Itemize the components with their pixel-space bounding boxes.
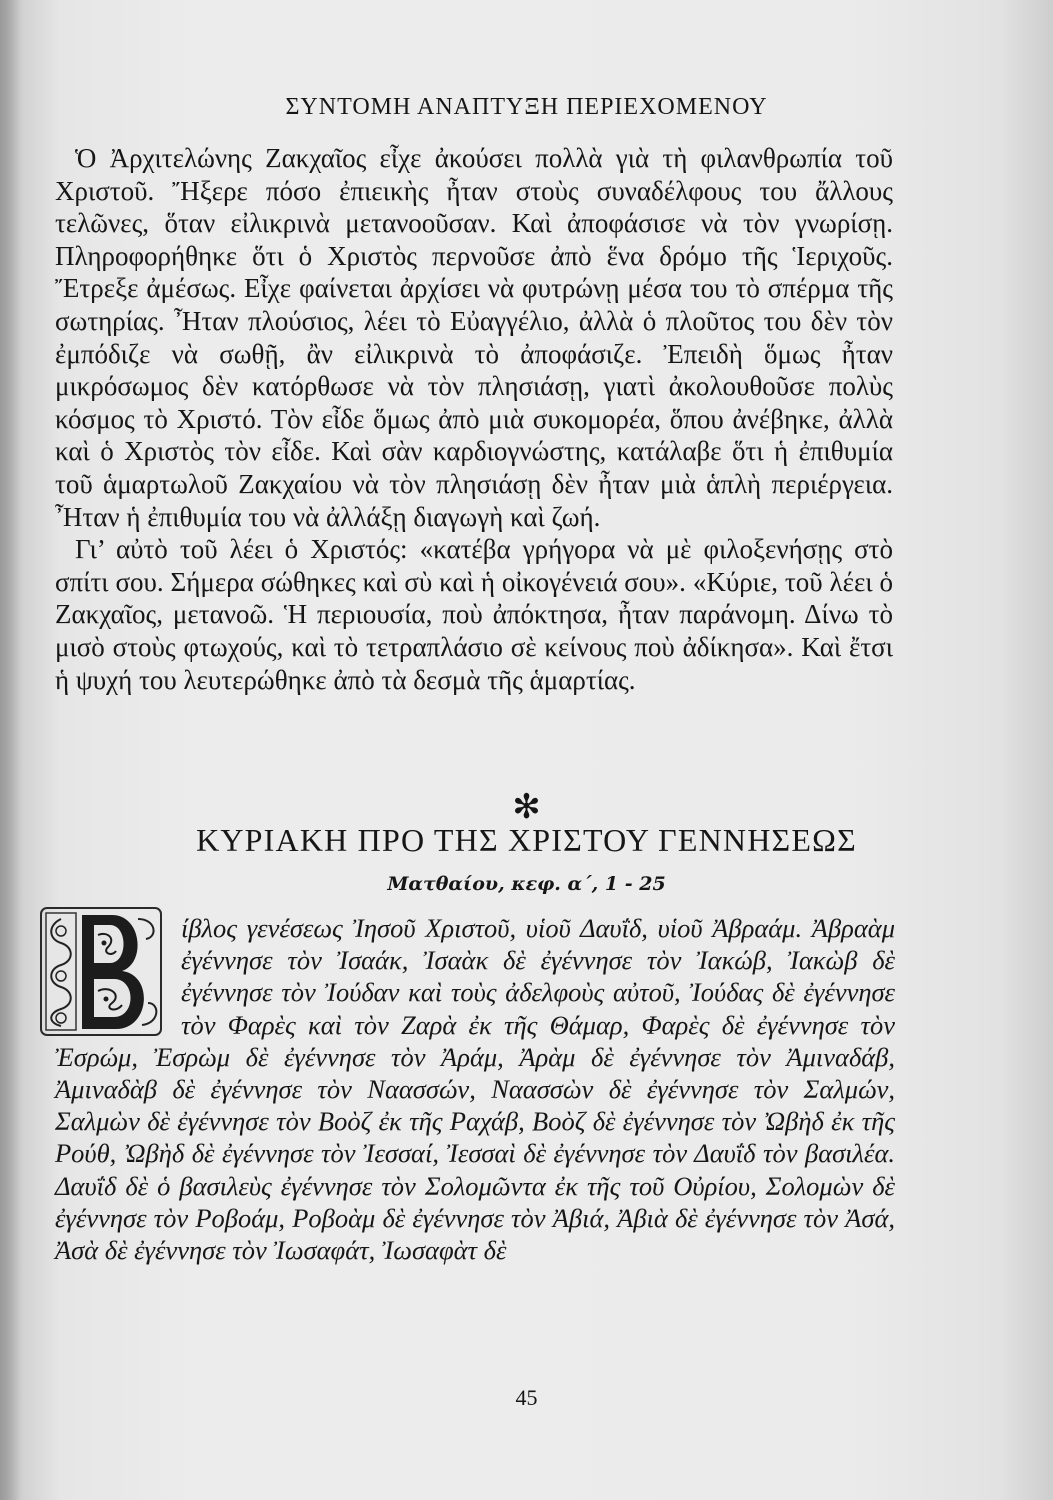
summary-heading: ΣΥΝΤΟΜΗ ΑΝΑΠΤΥΞΗ ΠΕΡΙΕΧΟΜΕΝΟΥ: [285, 94, 768, 120]
page-number: 45: [515, 1385, 538, 1410]
asterism-separator: ✻: [512, 787, 541, 827]
gospel-reference: Ματθαίου, κεφ. α΄, 1 - 25: [387, 873, 666, 895]
summary-text: [55, 142, 893, 696]
gospel-text: ίβλος γενέσεως Ἰησοῦ Χριστοῦ, υἱοῦ Δαυΐδ, υἱοῦ Ἀβραάμ. Ἀβραὰμ ἐγέννησε τὸν Ἰσαάκ, Ἰσαὰκ δὲ ἐγέννησε τὸν Ἰακώβ, Ἰακὼβ δὲ ἐγέννησε τὸν Ἰούδαν καὶ τοὺς ἀδελφοὺς αὐτοῦ, Ἰούδας δὲ ἐγέννησε τὸν Φαρὲς καὶ τὸν Ζαρὰ ἐκ τῆς Θάμαρ, Φαρὲς δὲ ἐγέννησε τὸν Ἐσρώμ, Ἐσρὼμ δὲ ἐγέννησε τὸν Ἀράμ, Ἀρὰμ δὲ ἐγέννησε τὸν Ἀμιναδάβ, Ἀμιναδὰβ δὲ ἐγέννησε τὸν Ναασσών, Ναασσὼν δὲ ἐγέννησε τὸν Σαλμών, Σαλμὼν δὲ ἐγέννησε τὸν Βοὸζ ἐκ τῆς Ραχάβ, Βοὸζ δὲ ἐγέννησε τὸν Ὠβὴδ ἐκ τῆς Ρούθ, Ὠβὴδ δὲ ἐγέννησε τὸν Ἰεσσαί, Ἰεσσαὶ δὲ ἐγέννησε τὸν Δαυΐδ τὸν βασιλέα. Δαυΐδ δὲ ὁ βασιλεὺς ἐγέννησε τὸν Σολομῶντα ἐκ τῆς τοῦ Οὐρίου, Σολομὼν δὲ ἐγέννησε τὸν Ροβοάμ, Ροβοὰμ δὲ ἐγέννησε τὸν Ἀβιά, Ἀβιὰ δὲ ἐγέννησε τὸν Ἀσά, Ἀσὰ δὲ ἐγέννησε τὸν Ἰωσαφάτ, Ἰωσαφὰτ δὲ: [55, 913, 895, 1266]
sunday-title: ΚΥΡΙΑΚΗ ΠΡΟ ΤΗΣ ΧΡΙΣΤΟΥ ΓΕΝΝΗΣΕΩΣ: [196, 822, 857, 858]
summary-paragraph-1: Ὁ Ἀρχιτελώνης Ζακχαῖος εἶχε ἀκούσει πολλὰ γιὰ τὴ φιλανθρωπία τοῦ Χριστοῦ. Ἤξερε πόσο ἐπιεικὴς ἦταν στοὺς συναδέλφους του ἄλλους τελῶνες, ὅταν εἰλικρινὰ μετανοοῦσαν. Καὶ ἀποφάσισε νὰ τὸν γνωρίσῃ. Πληροφορήθηκε ὅτι ὁ Χριστὸς περνοῦσε ἀπὸ ἕνα δρόμο τῆς Ἱεριχοῦς. Ἔτρεξε ἀμέσως. Εἶχε φαίνεται ἀρχίσει νὰ φυτρώνῃ μέσα του τὸ σπέρμα τῆς σωτηρίας. Ἦταν πλούσιος, λέει τὸ Εὐαγγέλιο, ἀλλὰ ὁ πλοῦτος του δὲν τὸν ἐμπόδιζε νὰ σωθῇ, ἂν εἰλικρινὰ τὸ ἀποφάσιζε. Ἐπειδὴ ὅμως ἦταν μικρόσωμος δὲν κατόρθωσε νὰ τὸν πλησιάσῃ, γιατὶ ἀκολουθοῦσε πολὺς κόσμος τὸ Χριστό. Τὸν εἶδε ὅμως ἀπὸ μιὰ συκομορέα, ὅπου ἀνέβηκε, ἀλλὰ καὶ ὁ Χριστὸς τὸν εἶδε. Καὶ σὰν καρδιογνώστης, κατάλαβε ὅτι ἡ ἐπιθυμία τοῦ ἁμαρτωλοῦ Ζακχαίου νὰ τὸν πλησιάσῃ δὲν ἦταν μιὰ ἁπλὴ περιέργεια. Ἦταν ἡ ἐπιθυμία του νὰ ἀλλάξῃ διαγωγὴ καὶ ζωή.: [55, 143, 893, 532]
gospel-text-block: [55, 912, 895, 1266]
summary-paragraph-2: Γι’ αὐτὸ τοῦ λέει ὁ Χριστός: «κατέβα γρήγορα νὰ μὲ φιλοξενήσῃς στὸ σπίτι σου. Σήμερα σώθηκες καὶ σὺ καὶ ἡ οἰκογένειά σου». «Κύριε, τοῦ λέει ὁ Ζακχαῖος, μετανοῶ. Ἡ περιουσία, ποὺ ἀπόκτησα, ἦταν παράνομη. Δίνω τὸ μισὸ στοὺς φτωχούς, καὶ τὸ τετραπλάσιο σὲ κείνους ποὺ ἀδίκησα». Καὶ ἔτσι ἡ ψυχή του λευτερώθηκε ἀπὸ τὰ δεσμὰ τῆς ἁμαρτίας.: [55, 534, 893, 695]
dropcap-space: [55, 912, 181, 1038]
